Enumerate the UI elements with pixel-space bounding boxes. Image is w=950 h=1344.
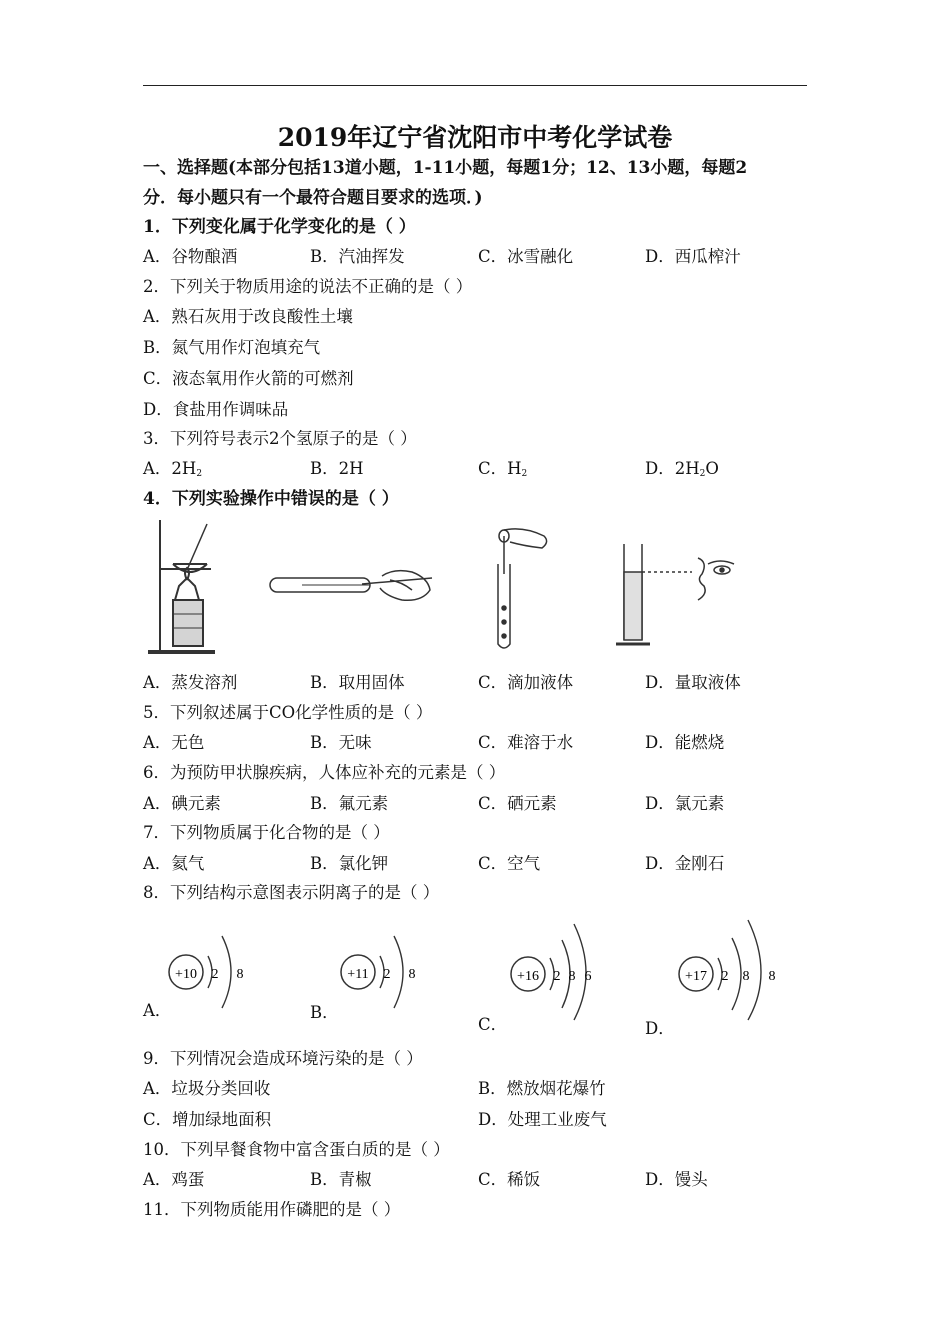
q9-option-a: A．垃圾分类回收 bbox=[143, 1079, 271, 1098]
q7-option-b: B．氯化钾 bbox=[310, 854, 389, 873]
q3-option-c: C．$H_2$ bbox=[478, 459, 528, 479]
q5-option-b: B．无味 bbox=[310, 733, 372, 752]
shell-electron-count: 8 bbox=[568, 969, 576, 984]
q9-option-c: C．增加绿地面积 bbox=[143, 1110, 272, 1129]
evaporation-apparatus-figure bbox=[143, 514, 233, 662]
q9-option-b: B．燃放烟花爆竹 bbox=[478, 1079, 606, 1098]
q2-option-c: C．液态氧用作火箭的可燃剂 bbox=[143, 369, 354, 388]
q7-option-a: A．氦气 bbox=[143, 854, 205, 873]
q1-option-d: D．西瓜榨汁 bbox=[645, 247, 741, 266]
page-title: 2019年辽宁省沈阳市中考化学试卷 bbox=[277, 123, 673, 152]
q3-stem: 3．下列符号表示2个氢原子的是（ ） bbox=[143, 429, 417, 448]
nucleus-charge: +10 bbox=[175, 967, 197, 982]
q10-stem: 10．下列早餐食物中富含蛋白质的是（ ） bbox=[143, 1140, 450, 1159]
atom-structure-diagram-d bbox=[674, 916, 786, 1022]
shell-electron-count: 2 bbox=[383, 967, 391, 982]
q3-option-b: B．2H bbox=[310, 459, 364, 478]
q6-option-c: C．硒元素 bbox=[478, 794, 557, 813]
q8-option-d: D． bbox=[645, 1019, 675, 1038]
q1-stem: 1．下列变化属于化学变化的是（ ） bbox=[143, 217, 416, 237]
q6-option-b: B．氟元素 bbox=[310, 794, 389, 813]
q8-option-b: B． bbox=[310, 1003, 339, 1022]
shell-electron-count: 8 bbox=[408, 967, 416, 982]
q4-option-d: D．量取液体 bbox=[645, 673, 741, 692]
q1-option-c: C．冰雪融化 bbox=[478, 247, 574, 266]
nucleus-charge: +17 bbox=[685, 969, 707, 984]
q2-option-b: B．氮气用作灯泡填充气 bbox=[143, 338, 321, 357]
q10-option-c: C．稀饭 bbox=[478, 1170, 541, 1189]
q5-option-d: D．能燃烧 bbox=[645, 733, 725, 752]
shell-electron-count: 2 bbox=[211, 967, 219, 982]
atom-structure-diagram-a bbox=[164, 928, 254, 1016]
q7-stem: 7．下列物质属于化合物的是（ ） bbox=[143, 823, 390, 842]
q1-option-a: A．谷物酿酒 bbox=[143, 247, 238, 266]
q4-option-c: C．滴加液体 bbox=[478, 673, 574, 692]
measuring-liquid-figure bbox=[612, 540, 746, 652]
dropping-liquid-figure bbox=[484, 526, 554, 658]
atom-structure-diagram-b bbox=[334, 928, 426, 1016]
q1-option-b: B．汽油挥发 bbox=[310, 247, 405, 266]
q6-option-a: A．碘元素 bbox=[143, 794, 221, 813]
q10-option-d: D．馒头 bbox=[645, 1170, 708, 1189]
q4-option-a: A．蒸发溶剂 bbox=[143, 673, 238, 692]
q6-option-d: D．氯元素 bbox=[645, 794, 725, 813]
shell-electron-count: 2 bbox=[553, 969, 561, 984]
atom-structure-diagram-c bbox=[504, 918, 614, 1022]
q10-option-b: B．青椒 bbox=[310, 1170, 372, 1189]
q3-option-d: D．$2H_2O$ bbox=[645, 459, 719, 479]
q2-stem: 2．下列关于物质用途的说法不正确的是（ ） bbox=[143, 277, 473, 296]
section-intro-line2: 分．每小题只有一个最符合题目要求的选项．) bbox=[143, 188, 483, 208]
q4-stem: 4．下列实验操作中错误的是（ ） bbox=[143, 489, 399, 509]
shell-electron-count: 8 bbox=[236, 967, 244, 982]
shell-electron-count: 2 bbox=[721, 969, 729, 984]
q11-stem: 11．下列物质能用作磷肥的是（ ） bbox=[143, 1200, 401, 1219]
q7-option-c: C．空气 bbox=[478, 854, 541, 873]
q2-option-a: A．熟石灰用于改良酸性土壤 bbox=[143, 307, 353, 326]
shell-electron-count: 8 bbox=[742, 969, 750, 984]
q5-stem: 5．下列叙述属于CO化学性质的是（ ） bbox=[143, 703, 433, 722]
q10-option-a: A．鸡蛋 bbox=[143, 1170, 205, 1189]
nucleus-charge: +11 bbox=[347, 967, 369, 982]
q9-stem: 9．下列情况会造成环境污染的是（ ） bbox=[143, 1049, 423, 1068]
header-rule bbox=[143, 85, 807, 86]
q2-option-d: D．食盐用作调味品 bbox=[143, 400, 289, 419]
section-intro-line1: 一、选择题(本部分包括13道小题，1-11小题，每题1分；12、13小题，每题2 bbox=[143, 158, 748, 178]
q3-option-a: A．$2H_2$ bbox=[143, 459, 203, 479]
solid-taking-figure bbox=[262, 560, 440, 616]
q5-option-a: A．无色 bbox=[143, 733, 205, 752]
shell-electron-count: 8 bbox=[768, 969, 776, 984]
q8-stem: 8．下列结构示意图表示阴离子的是（ ） bbox=[143, 883, 440, 902]
q8-option-a: A． bbox=[143, 1001, 172, 1020]
shell-electron-count: 6 bbox=[584, 969, 592, 984]
q8-option-c: C． bbox=[478, 1015, 508, 1034]
nucleus-charge: +16 bbox=[517, 969, 539, 984]
q5-option-c: C．难溶于水 bbox=[478, 733, 574, 752]
q4-option-b: B．取用固体 bbox=[310, 673, 405, 692]
q6-stem: 6．为预防甲状腺疾病，人体应补充的元素是（ ） bbox=[143, 763, 506, 782]
q7-option-d: D．金刚石 bbox=[645, 854, 725, 873]
q9-option-d: D．处理工业废气 bbox=[478, 1110, 607, 1129]
